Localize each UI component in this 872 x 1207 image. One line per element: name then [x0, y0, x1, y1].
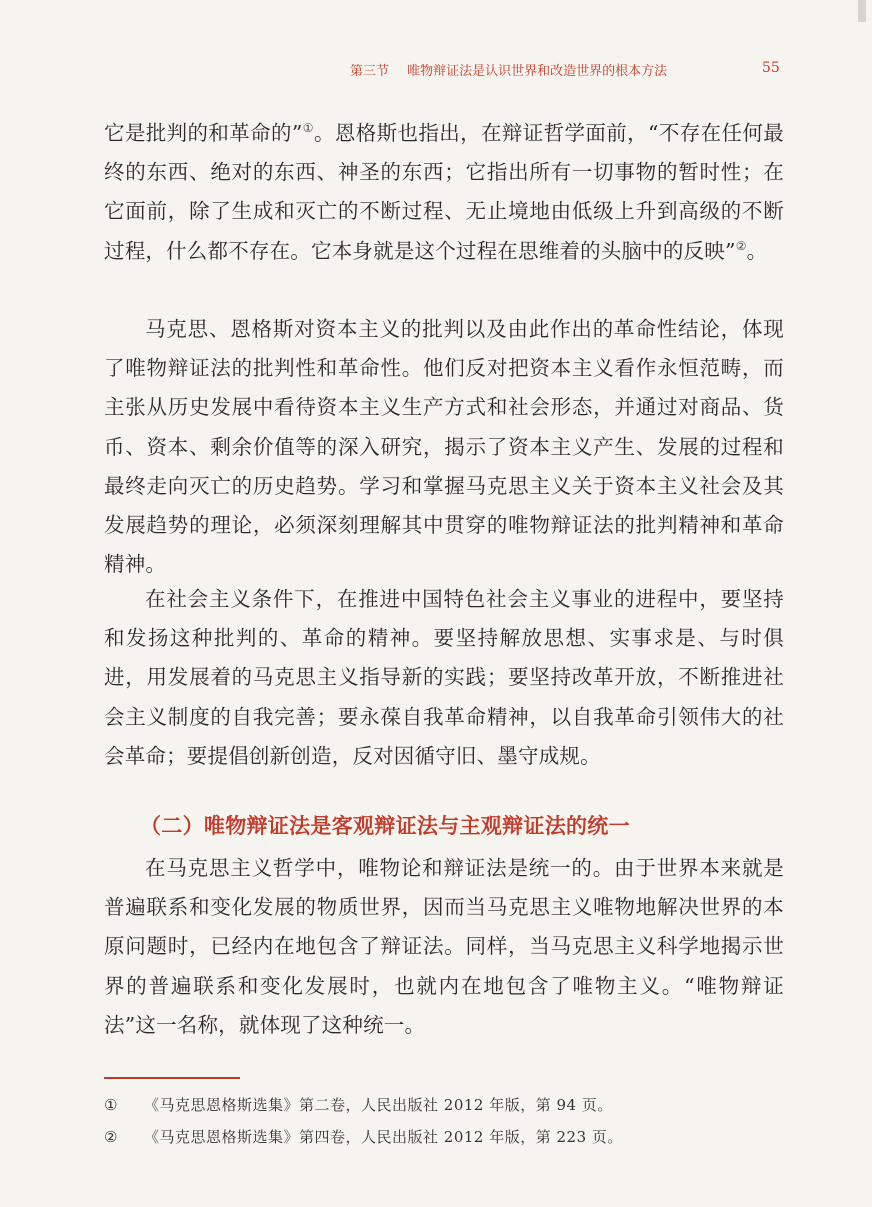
footnote-ref-2: ② — [735, 238, 747, 253]
scan-edge-mark — [858, 0, 866, 22]
paragraph-3: 在社会主义条件下，在推进中国特色社会主义事业的进程中，要坚持和发扬这种批判的、革命的精神。要坚持解放思想、实事求是、与时俱进，用发展着的马克思主义指导新的实践；要坚持改革开放，不断推进社会主义制度的自我完善；要永葆自我革命精神，以自我革命引领伟大的社会革命；要提倡创新创造，反对因循守旧、墨守成规。 — [104, 587, 784, 768]
footnote-1-mark: ① — [104, 1096, 118, 1114]
footnote-2 — [104, 1126, 623, 1147]
paragraph-1 — [104, 114, 784, 271]
footnote-1-text: 《马克思恩格斯选集》第二卷，人民出版社 2012 年版，第 94 页。 — [144, 1096, 613, 1114]
paragraph-1-part-b: 。恩格斯也指出，在辩证哲学面前，“不存在任何最终的东西、绝对的东西、神圣的东西；它指出所有一切事物的暂时性；在它面前，除了生成和灭亡的不断过程、无止境地由低级上升到高级的不断过程，什么都不存在。它本身就是这个过程在思维着的头脑中的反映” — [104, 121, 784, 263]
paragraph-2: 马克思、恩格斯对资本主义的批判以及由此作出的革命性结论，体现了唯物辩证法的批判性和革命性。他们反对把资本主义看作永恒范畴，而主张从历史发展中看待资本主义生产方式和社会形态，并通过对商品、货币、资本、剩余价值等的深入研究，揭示了资本主义产生、发展的过程和最终走向灭亡的历史趋势。学习和掌握马克思主义关于资本主义社会及其发展趋势的理论，必须深刻理解其中贯穿的唯物辩证法的批判精神和革命精神。 — [104, 317, 784, 577]
paragraph-1-part-a: 它是批判的和革命的” — [104, 121, 303, 145]
page-number: 55 — [762, 60, 780, 76]
footnote-1 — [104, 1094, 613, 1115]
footnote-2-mark: ② — [104, 1128, 118, 1146]
footnote-divider — [104, 1077, 240, 1079]
footnote-2-text: 《马克思恩格斯选集》第四卷，人民出版社 2012 年版，第 223 页。 — [144, 1128, 623, 1146]
paragraph-1-part-c: 。 — [746, 238, 768, 263]
section-subheading: （二）唯物辩证法是客观辩证法与主观辩证法的统一 — [140, 814, 630, 838]
header-title: 唯物辩证法是认识世界和改造世界的根本方法 — [407, 64, 668, 79]
header-section: 第三节 — [350, 64, 390, 79]
paragraph-4: 在马克思主义哲学中，唯物论和辩证法是统一的。由于世界本来就是普遍联系和变化发展的物质世界，因而当马克思主义唯物地解决世界的本原问题时，已经内在地包含了辩证法。同样，当马克思主义科学地揭示世界的普遍联系和变化发展时，也就内在地包含了唯物主义。“唯物辩证法”这一名称，就体现了这种统一。 — [104, 856, 784, 1037]
footnote-ref-1: ① — [302, 121, 314, 136]
running-header — [350, 60, 782, 79]
